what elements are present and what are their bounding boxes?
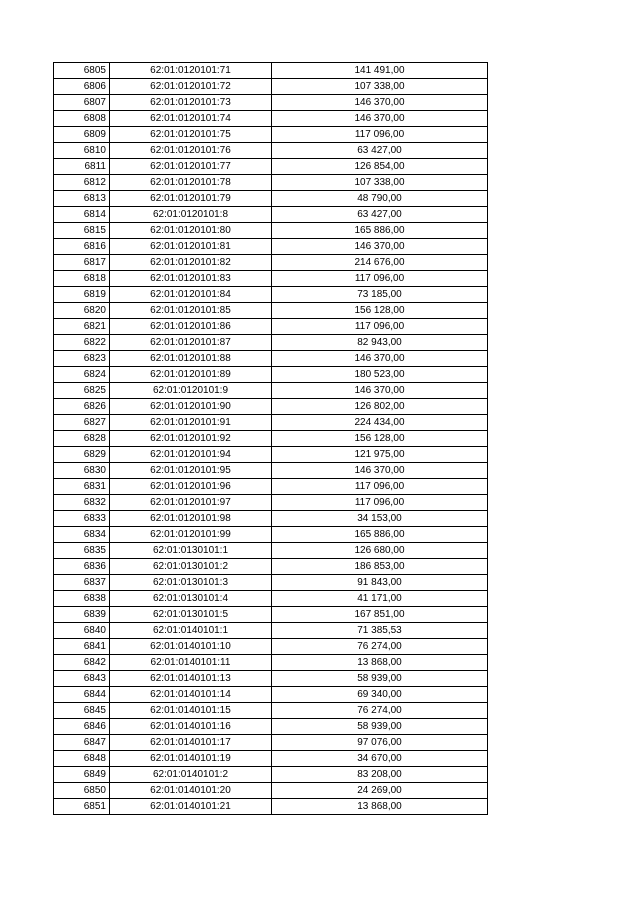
table-row: [54, 239, 488, 255]
table-row: [54, 303, 488, 319]
row-number-cell: 6807: [54, 95, 110, 111]
row-number-cell: 6820: [54, 303, 110, 319]
value-cell: 97 076,00: [272, 735, 488, 751]
row-number-cell: 6822: [54, 335, 110, 351]
row-number-cell: 6823: [54, 351, 110, 367]
value-cell: 167 851,00: [272, 607, 488, 623]
row-number-cell: 6824: [54, 367, 110, 383]
row-number-cell: 6833: [54, 511, 110, 527]
table-row: [54, 719, 488, 735]
table-row: [54, 735, 488, 751]
cadastral-id-cell: 62:01:0120101:78: [110, 175, 272, 191]
row-number-cell: 6817: [54, 255, 110, 271]
table-row: [54, 111, 488, 127]
cadastral-id-cell: 62:01:0120101:75: [110, 127, 272, 143]
table-row: [54, 191, 488, 207]
row-number-cell: 6843: [54, 671, 110, 687]
value-cell: 13 868,00: [272, 799, 488, 815]
table-row: [54, 703, 488, 719]
row-number-cell: 6825: [54, 383, 110, 399]
table-row: [54, 95, 488, 111]
table-row: [54, 559, 488, 575]
value-cell: 73 185,00: [272, 287, 488, 303]
value-cell: 34 670,00: [272, 751, 488, 767]
cadastral-id-cell: 62:01:0120101:80: [110, 223, 272, 239]
table-row: [54, 271, 488, 287]
row-number-cell: 6830: [54, 463, 110, 479]
cadastral-id-cell: 62:01:0120101:88: [110, 351, 272, 367]
cadastral-id-cell: 62:01:0120101:90: [110, 399, 272, 415]
value-cell: 126 680,00: [272, 543, 488, 559]
value-cell: 146 370,00: [272, 351, 488, 367]
table-row: [54, 591, 488, 607]
table-row: [54, 415, 488, 431]
cadastral-id-cell: 62:01:0120101:9: [110, 383, 272, 399]
value-cell: 117 096,00: [272, 495, 488, 511]
table-row: [54, 127, 488, 143]
table-row: [54, 751, 488, 767]
cadastral-id-cell: 62:01:0140101:17: [110, 735, 272, 751]
row-number-cell: 6815: [54, 223, 110, 239]
value-cell: 41 171,00: [272, 591, 488, 607]
value-cell: 117 096,00: [272, 271, 488, 287]
cadastral-id-cell: 62:01:0120101:85: [110, 303, 272, 319]
table-row: [54, 79, 488, 95]
value-cell: 13 868,00: [272, 655, 488, 671]
value-cell: 48 790,00: [272, 191, 488, 207]
value-cell: 76 274,00: [272, 703, 488, 719]
value-cell: 83 208,00: [272, 767, 488, 783]
table-row: [54, 223, 488, 239]
row-number-cell: 6827: [54, 415, 110, 431]
row-number-cell: 6816: [54, 239, 110, 255]
cadastral-id-cell: 62:01:0120101:79: [110, 191, 272, 207]
cadastral-id-cell: 62:01:0130101:5: [110, 607, 272, 623]
value-cell: 63 427,00: [272, 207, 488, 223]
table-row: [54, 399, 488, 415]
value-cell: 107 338,00: [272, 175, 488, 191]
cadastral-id-cell: 62:01:0120101:97: [110, 495, 272, 511]
cadastral-id-cell: 62:01:0140101:1: [110, 623, 272, 639]
row-number-cell: 6834: [54, 527, 110, 543]
value-cell: 117 096,00: [272, 127, 488, 143]
value-cell: 156 128,00: [272, 303, 488, 319]
value-cell: 126 854,00: [272, 159, 488, 175]
row-number-cell: 6837: [54, 575, 110, 591]
cadastral-id-cell: 62:01:0120101:83: [110, 271, 272, 287]
cadastral-id-cell: 62:01:0120101:99: [110, 527, 272, 543]
row-number-cell: 6835: [54, 543, 110, 559]
cadastral-id-cell: 62:01:0120101:92: [110, 431, 272, 447]
value-cell: 63 427,00: [272, 143, 488, 159]
value-cell: 146 370,00: [272, 239, 488, 255]
value-cell: 146 370,00: [272, 111, 488, 127]
cadastral-id-cell: 62:01:0120101:84: [110, 287, 272, 303]
cadastral-id-cell: 62:01:0130101:4: [110, 591, 272, 607]
value-cell: 58 939,00: [272, 671, 488, 687]
row-number-cell: 6850: [54, 783, 110, 799]
value-cell: 165 886,00: [272, 527, 488, 543]
row-number-cell: 6831: [54, 479, 110, 495]
value-cell: 91 843,00: [272, 575, 488, 591]
row-number-cell: 6851: [54, 799, 110, 815]
cadastral-id-cell: 62:01:0140101:19: [110, 751, 272, 767]
table-row: [54, 159, 488, 175]
cadastral-id-cell: 62:01:0120101:95: [110, 463, 272, 479]
cadastral-id-cell: 62:01:0120101:91: [110, 415, 272, 431]
row-number-cell: 6839: [54, 607, 110, 623]
row-number-cell: 6848: [54, 751, 110, 767]
table-row: [54, 655, 488, 671]
cadastral-id-cell: 62:01:0120101:87: [110, 335, 272, 351]
value-cell: 76 274,00: [272, 639, 488, 655]
table-row: [54, 63, 488, 79]
row-number-cell: 6811: [54, 159, 110, 175]
cadastral-id-cell: 62:01:0120101:94: [110, 447, 272, 463]
table-row: [54, 623, 488, 639]
value-cell: 69 340,00: [272, 687, 488, 703]
cadastral-id-cell: 62:01:0130101:2: [110, 559, 272, 575]
value-cell: 180 523,00: [272, 367, 488, 383]
table-row: [54, 687, 488, 703]
table-row: [54, 319, 488, 335]
row-number-cell: 6840: [54, 623, 110, 639]
cadastral-id-cell: 62:01:0140101:20: [110, 783, 272, 799]
table-row: [54, 783, 488, 799]
row-number-cell: 6828: [54, 431, 110, 447]
row-number-cell: 6809: [54, 127, 110, 143]
value-cell: 121 975,00: [272, 447, 488, 463]
row-number-cell: 6813: [54, 191, 110, 207]
value-cell: 141 491,00: [272, 63, 488, 79]
value-cell: 24 269,00: [272, 783, 488, 799]
table-row: [54, 447, 488, 463]
value-cell: 146 370,00: [272, 95, 488, 111]
row-number-cell: 6806: [54, 79, 110, 95]
row-number-cell: 6819: [54, 287, 110, 303]
cadastral-id-cell: 62:01:0120101:76: [110, 143, 272, 159]
value-cell: 117 096,00: [272, 319, 488, 335]
value-cell: 34 153,00: [272, 511, 488, 527]
table-row: [54, 351, 488, 367]
value-cell: 165 886,00: [272, 223, 488, 239]
table-row: [54, 175, 488, 191]
cadastral-id-cell: 62:01:0140101:16: [110, 719, 272, 735]
row-number-cell: 6808: [54, 111, 110, 127]
row-number-cell: 6829: [54, 447, 110, 463]
row-number-cell: 6818: [54, 271, 110, 287]
cadastral-id-cell: 62:01:0140101:11: [110, 655, 272, 671]
table-row: [54, 671, 488, 687]
table-row: [54, 479, 488, 495]
cadastral-id-cell: 62:01:0120101:86: [110, 319, 272, 335]
cadastral-id-cell: 62:01:0120101:73: [110, 95, 272, 111]
value-cell: 156 128,00: [272, 431, 488, 447]
row-number-cell: 6847: [54, 735, 110, 751]
row-number-cell: 6842: [54, 655, 110, 671]
row-number-cell: 6832: [54, 495, 110, 511]
table-row: [54, 527, 488, 543]
table-row: [54, 511, 488, 527]
row-number-cell: 6836: [54, 559, 110, 575]
value-cell: 146 370,00: [272, 383, 488, 399]
row-number-cell: 6805: [54, 63, 110, 79]
cadastral-id-cell: 62:01:0120101:8: [110, 207, 272, 223]
value-cell: 126 802,00: [272, 399, 488, 415]
row-number-cell: 6814: [54, 207, 110, 223]
table-row: [54, 575, 488, 591]
row-number-cell: 6821: [54, 319, 110, 335]
cadastral-id-cell: 62:01:0120101:77: [110, 159, 272, 175]
table-row: [54, 367, 488, 383]
table-body: [54, 63, 488, 815]
row-number-cell: 6812: [54, 175, 110, 191]
row-number-cell: 6826: [54, 399, 110, 415]
cadastral-id-cell: 62:01:0140101:14: [110, 687, 272, 703]
cadastral-id-cell: 62:01:0130101:3: [110, 575, 272, 591]
row-number-cell: 6838: [54, 591, 110, 607]
value-cell: 146 370,00: [272, 463, 488, 479]
table-row: [54, 463, 488, 479]
cadastral-id-cell: 62:01:0120101:74: [110, 111, 272, 127]
cadastral-id-cell: 62:01:0120101:98: [110, 511, 272, 527]
cadastral-id-cell: 62:01:0140101:15: [110, 703, 272, 719]
cadastral-id-cell: 62:01:0140101:21: [110, 799, 272, 815]
table-row: [54, 495, 488, 511]
row-number-cell: 6849: [54, 767, 110, 783]
table-row: [54, 639, 488, 655]
table-row: [54, 767, 488, 783]
cadastral-id-cell: 62:01:0120101:89: [110, 367, 272, 383]
table-row: [54, 607, 488, 623]
value-cell: 71 385,53: [272, 623, 488, 639]
table-row: [54, 143, 488, 159]
value-cell: 82 943,00: [272, 335, 488, 351]
cadastral-id-cell: 62:01:0120101:82: [110, 255, 272, 271]
cadastral-id-cell: 62:01:0120101:72: [110, 79, 272, 95]
cadastral-id-cell: 62:01:0120101:81: [110, 239, 272, 255]
cadastral-id-cell: 62:01:0140101:10: [110, 639, 272, 655]
row-number-cell: 6841: [54, 639, 110, 655]
value-cell: 186 853,00: [272, 559, 488, 575]
cadastral-id-cell: 62:01:0140101:13: [110, 671, 272, 687]
table-row: [54, 207, 488, 223]
value-cell: 224 434,00: [272, 415, 488, 431]
row-number-cell: 6810: [54, 143, 110, 159]
cadastral-id-cell: 62:01:0130101:1: [110, 543, 272, 559]
cadastral-id-cell: 62:01:0120101:71: [110, 63, 272, 79]
cadastral-id-cell: 62:01:0120101:96: [110, 479, 272, 495]
table-row: [54, 287, 488, 303]
table-row: [54, 431, 488, 447]
row-number-cell: 6846: [54, 719, 110, 735]
value-cell: 107 338,00: [272, 79, 488, 95]
value-cell: 214 676,00: [272, 255, 488, 271]
table-row: [54, 255, 488, 271]
table-row: [54, 543, 488, 559]
data-table: [53, 62, 488, 815]
table-row: [54, 335, 488, 351]
row-number-cell: 6844: [54, 687, 110, 703]
value-cell: 117 096,00: [272, 479, 488, 495]
table-row: [54, 799, 488, 815]
cadastral-id-cell: 62:01:0140101:2: [110, 767, 272, 783]
row-number-cell: 6845: [54, 703, 110, 719]
table-row: [54, 383, 488, 399]
value-cell: 58 939,00: [272, 719, 488, 735]
